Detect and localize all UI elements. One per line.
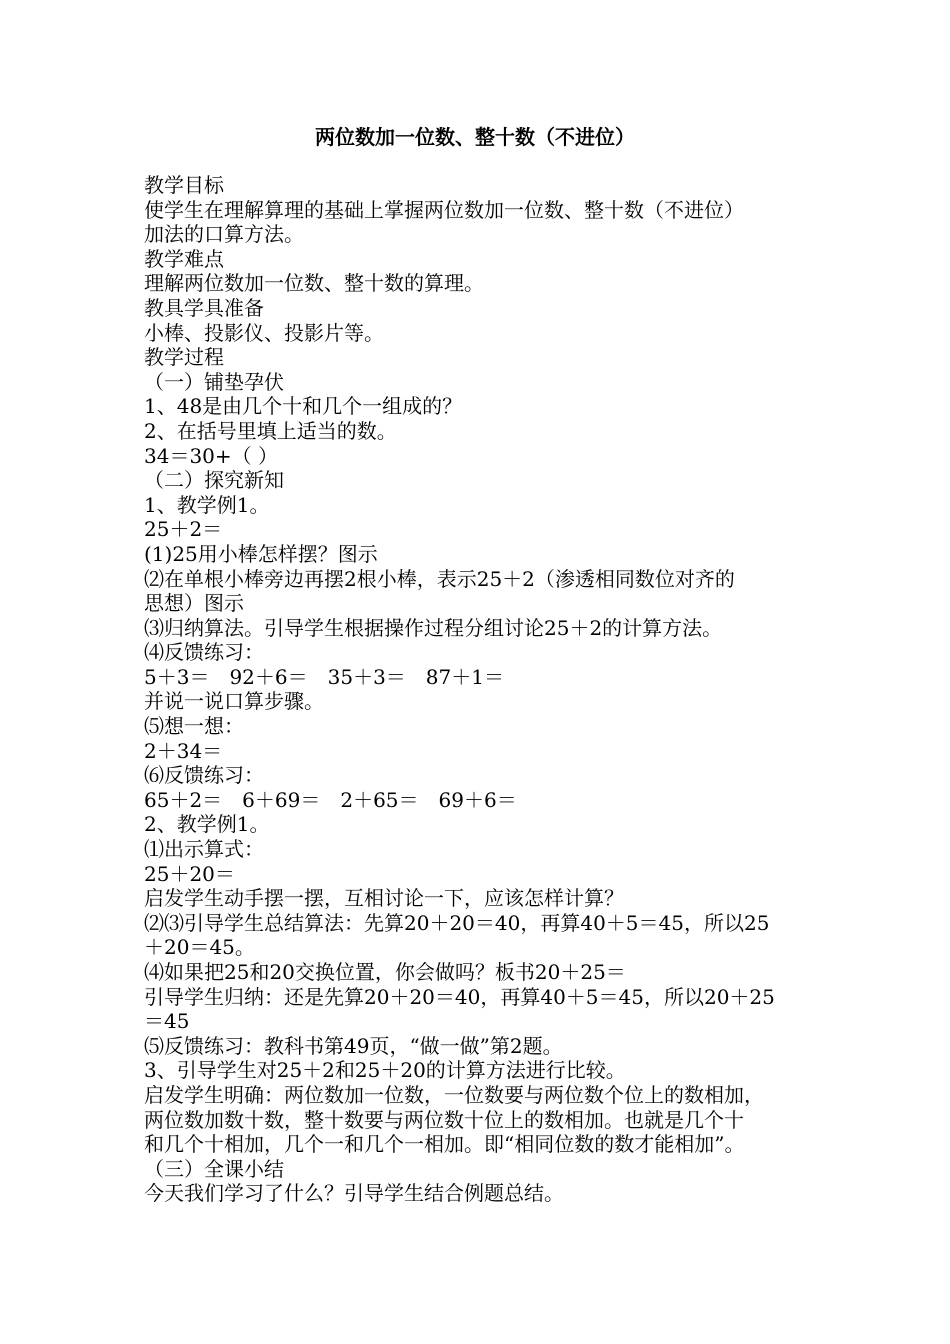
body-line: ⑹反馈练习： (144, 763, 264, 788)
body-line: 启发学生动手摆一摆，互相讨论一下，应该怎样计算？ (144, 886, 624, 911)
document-title: 两位数加一位数、整十数（不进位） (315, 125, 635, 149)
body-line: 3、引导学生对25＋2和25＋20的计算方法进行比较。 (144, 1058, 626, 1083)
body-line: 引导学生归纳：还是先算20＋20＝40，再算40＋5＝45，所以20＋25 (144, 984, 775, 1009)
body-line: ⑷如果把25和20交换位置，你会做吗？板书20＋25＝ (144, 960, 626, 984)
body-line: （三）全课小结 (144, 1156, 284, 1181)
document-body (144, 173, 824, 1206)
body-line: 教具学具准备 (144, 295, 264, 320)
body-line: 1、48是由几个十和几个一组成的？ (144, 394, 463, 419)
body-line: ＝45 (144, 1009, 190, 1034)
body-line: 65＋2＝ 6＋69＝ 2＋65＝ 69＋6＝ (144, 787, 517, 812)
body-line: 25＋20＝ (144, 861, 235, 886)
body-line: （一）铺垫孕伏 (144, 369, 284, 394)
body-line: 和几个十相加，几个一和几个一相加。即“相同位数的数才能相加”。 (144, 1132, 745, 1157)
body-line: ＋20＝45。 (144, 935, 255, 960)
body-line: 小棒、投影仪、投影片等。 (144, 320, 384, 345)
body-line: 加法的口算方法。 (144, 222, 304, 247)
body-line: ⑸想一想： (144, 714, 244, 739)
body-line: 教学难点 (144, 246, 224, 271)
body-line: 34＝30+（ ） (144, 443, 279, 468)
body-line: 1、教学例1。 (144, 492, 270, 517)
body-line: ⑵在单根小棒旁边再摆2根小棒，表示25＋2（渗透相同数位对齐的 (144, 566, 735, 591)
body-line: 理解两位数加一位数、整十数的算理。 (144, 271, 484, 296)
body-line: 教学目标 (144, 173, 224, 197)
body-line: 思想）图示 (144, 591, 244, 616)
body-line: 并说一说口算步骤。 (144, 689, 324, 714)
body-line: (1)25用小棒怎样摆？图示 (144, 541, 378, 566)
body-line: 25＋2＝ (144, 517, 223, 542)
body-line: 5＋3＝ 92＋6＝ 35＋3＝ 87＋1＝ (144, 664, 504, 689)
body-line: ⑶归纳算法。引导学生根据操作过程分组讨论25＋2的计算方法。 (144, 615, 723, 640)
body-line: 今天我们学习了什么？引导学生结合例题总结。 (144, 1181, 564, 1206)
body-line: 两位数加数十数，整十数要与两位数十位上的数相加。也就是几个十 (144, 1107, 744, 1132)
body-line: 启发学生明确：两位数加一位数，一位数要与两位数个位上的数相加， (144, 1082, 764, 1107)
body-line: （二）探究新知 (144, 468, 284, 493)
body-line: 2、教学例1。 (144, 812, 270, 837)
body-line: ⑸反馈练习：教科书第49页，“做一做”第2题。 (144, 1033, 563, 1058)
body-line: 使学生在理解算理的基础上掌握两位数加一位数、整十数（不进位） (144, 197, 744, 222)
body-line: ⑵⑶引导学生总结算法：先算20＋20＝40，再算40＋5＝45，所以25 (144, 910, 770, 935)
body-line: ⑷反馈练习： (144, 640, 264, 665)
body-line: 2＋34＝ (144, 738, 223, 763)
body-line: 2、在括号里填上适当的数。 (144, 418, 397, 443)
body-line: 教学过程 (144, 345, 224, 370)
body-line: ⑴出示算式： (144, 837, 264, 862)
